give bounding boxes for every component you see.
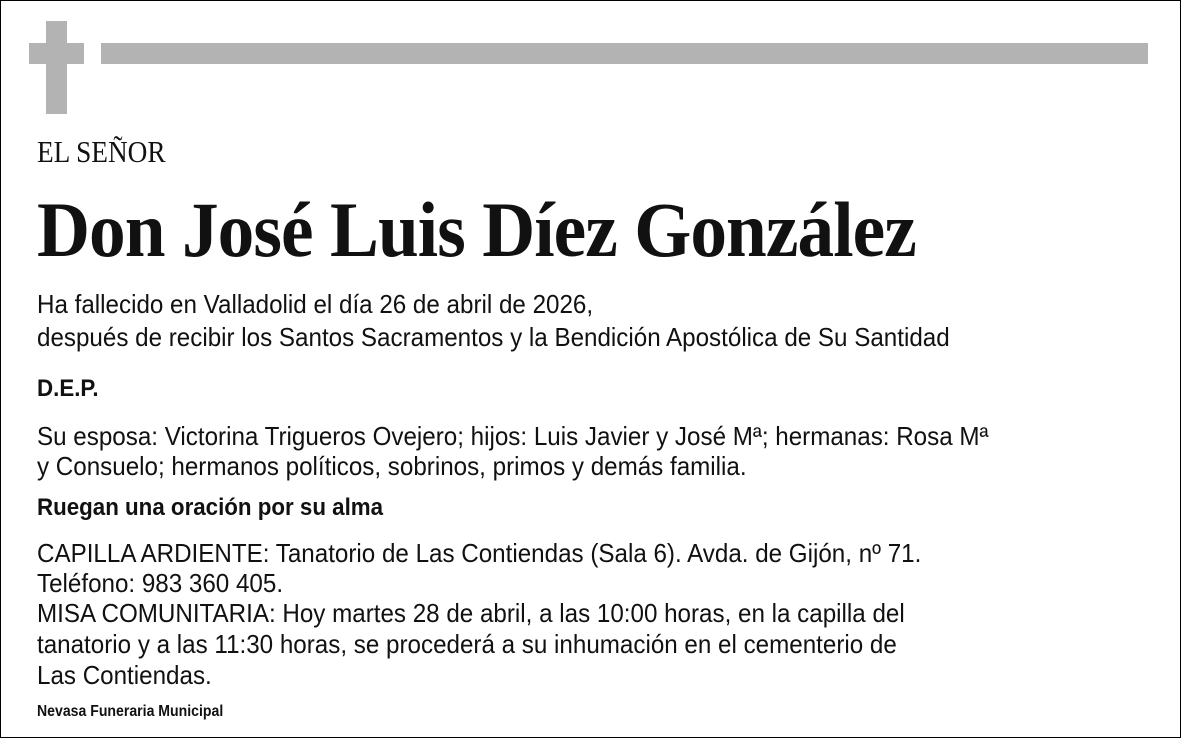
cross-icon-horizontal (29, 43, 84, 64)
service-line: MISA COMUNITARIA: Hoy martes 28 de abril, a las 10:00 horas, en la capilla del (37, 598, 905, 628)
service-line: tanatorio y a las 11:30 horas, se procederá a su inhumación en el cementerio de (37, 629, 897, 659)
funeral-home: Nevasa Funeraria Municipal (37, 703, 224, 720)
prayer-request: Ruegan una oración por su alma (37, 494, 384, 521)
service-line: Las Contiendas. (37, 660, 212, 690)
heading: EL SEÑOR (37, 134, 166, 169)
service-line: CAPILLA ARDIENTE: Tanatorio de Las Contiendas (Sala 6). Avda. de Gijón, nº 71. (37, 538, 922, 568)
death-line: Ha fallecido en Valladolid el día 26 de abril de 2026, (37, 289, 594, 319)
header-rule (101, 43, 1148, 64)
family-line: Su esposa: Victorina Trigueros Ovejero; hijos: Luis Javier y José Mª; hermanas: Rosa Mª (37, 421, 989, 451)
cross-icon-vertical (46, 21, 67, 114)
death-line: después de recibir los Santos Sacramentos y la Bendición Apostólica de Su Santidad (37, 322, 950, 352)
dep: D.E.P. (37, 375, 99, 402)
service-line: Teléfono: 983 360 405. (37, 568, 284, 598)
family-line: y Consuelo; hermanos políticos, sobrinos, primos y demás familia. (37, 451, 747, 481)
deceased-name: Don José Luis Díez González (37, 186, 916, 273)
